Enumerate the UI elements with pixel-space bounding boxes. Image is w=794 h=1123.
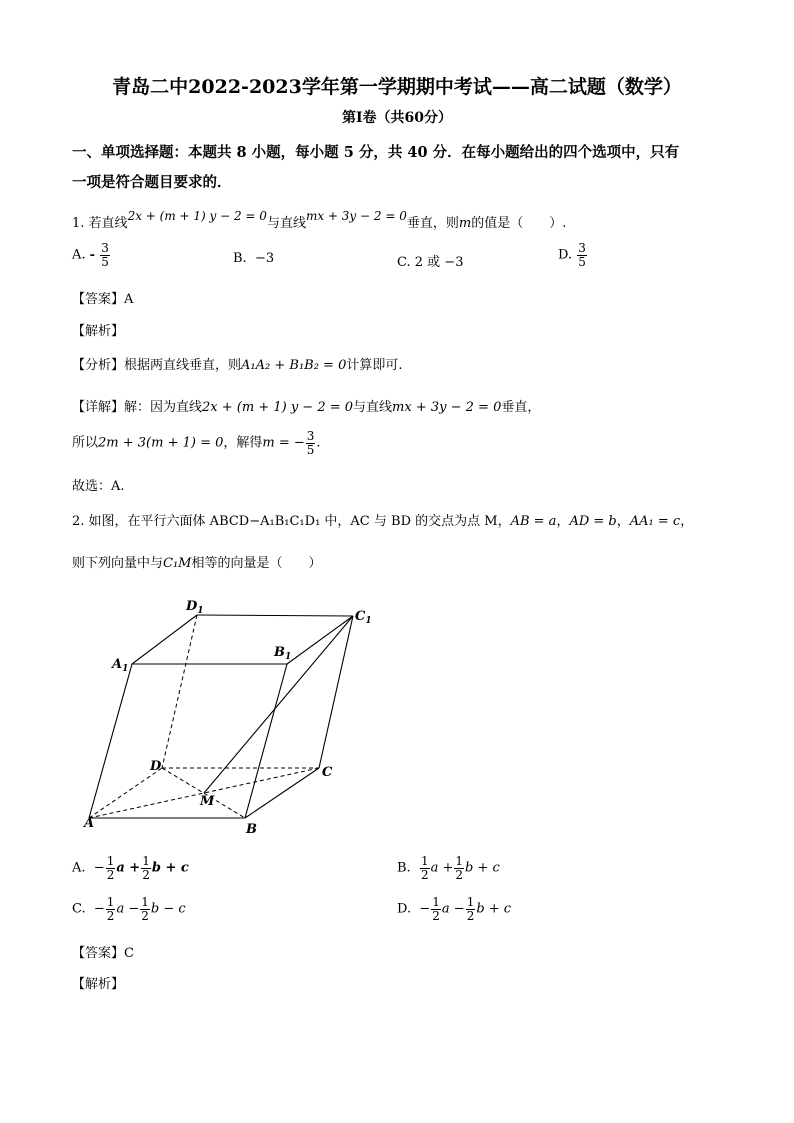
solution-text: 所以 [72,435,99,451]
vector-ad: AD = b [569,514,617,529]
expr: a + [430,860,454,876]
answer-tag: 【答案】 [72,292,125,307]
fraction: $\frac{1}{2}$ [106,895,115,923]
answer-tag: 【答案】 [72,946,125,961]
detail-tag: 【详解】 [72,400,125,415]
answer-value: A [124,292,134,307]
option-label: B. [397,860,411,876]
question-2-stem [72,510,693,529]
period: . [316,435,321,451]
fenxi-tag: 【分析】 [72,358,125,373]
fraction: $\frac{1}{2}$ [432,895,440,923]
solution-line [72,430,321,456]
fraction: $\frac{1}{2}$ [420,854,429,882]
formula-line-1: 2x + (m + 1) y − 2 = 0 [127,209,267,223]
label-a1: $A_1$ [112,657,129,674]
question-text: 垂直，则 [406,216,459,231]
diagonal-d-b [162,768,245,818]
vector-c1m: C₁M [163,556,192,571]
fenxi-text: 计算即可. [346,358,403,373]
detail-text: 与直线 [353,400,393,415]
label-b1: $B_1$ [274,645,292,662]
expr: a − [441,901,465,917]
page-title: 青岛二中2022-2023学年第一学期期中考试——高二试题（数学） [112,76,682,98]
edge-c1-c [319,616,353,768]
edge-a1-a [89,664,132,818]
fraction: $\frac{1}{2}$ [106,854,115,882]
expr: − [93,901,105,917]
option-b[interactable] [233,251,274,266]
question-text: 若直线 [88,216,128,231]
option-c[interactable] [397,251,463,270]
option-d[interactable] [397,896,511,922]
comma: ， [680,514,694,529]
fenxi-text: 根据两直线垂直，则 [124,358,242,373]
analysis-tag: 【解析】 [72,977,125,992]
option-label: A. [72,247,86,263]
question-2-stem-line2 [72,552,322,571]
option-label: C. [72,901,86,917]
option-label: A. [72,860,86,876]
variable-m: m [458,216,472,231]
expr: − [93,860,105,876]
minus-sign: - [89,247,96,263]
question-text: 则下列向量中与 [72,556,164,571]
expr: b + c [465,860,500,876]
option-a[interactable] [72,242,111,268]
option-label: D. [397,901,412,917]
detail-line [72,396,540,415]
detail-formula-1: 2x + (m + 1) y − 2 = 0 [202,400,354,415]
choice-line: 故选：A. [72,479,125,494]
option-a[interactable] [72,855,189,881]
expr: b − c [150,901,186,917]
question-text: 与直线 [266,216,306,231]
fenxi-formula: A₁A₂ + B₁B₂ = 0 [241,358,347,373]
expr: b + c [476,901,512,917]
expr: a + [116,860,141,876]
question-number: 2. [72,514,85,529]
parallelepiped-figure [70,590,390,840]
label-b: B [246,822,257,837]
label-d: D [150,759,162,774]
answer-line [72,288,133,307]
solution-text: ，解得 [223,435,263,451]
fraction: $\frac{3}{5}$ [306,429,315,457]
option-label: B. [233,251,247,266]
question-number: 1. [72,216,85,231]
label-c: C [322,765,333,780]
solution-formula: 2m + 3(m + 1) = 0 [98,435,224,451]
label-m: M [200,794,215,809]
section-heading-line1: 一、单项选择题：本题共 8 小题，每小题 5 分，共 40 分．在每小题给出的四个选项中，只有 [72,144,680,161]
vector-aa1: AA₁ = c [629,514,681,529]
label-a: A [84,816,95,831]
comma: ， [556,514,570,529]
option-value: 2 或 −3 [414,255,464,270]
option-value: −3 [254,251,275,266]
expr: b + c [151,860,189,876]
expr: − [419,901,431,917]
option-label: C. [397,255,411,270]
solution-result: m = − [262,435,305,451]
detail-formula-2: mx + 3y − 2 = 0 [392,400,502,415]
edge-b1-b [245,664,287,818]
answer-line [72,942,134,961]
option-label: D. [558,247,573,263]
option-d[interactable] [558,242,588,268]
formula-line-2: mx + 3y − 2 = 0 [305,209,407,223]
question-text: 相等的向量是（ ） [191,556,322,571]
fraction: $\frac{1}{2}$ [466,895,475,923]
vector-ab: AB = a [510,514,557,529]
fraction: $\frac{3}{5}$ [578,241,586,269]
fraction: $\frac{1}{2}$ [142,854,150,882]
fraction: $\frac{1}{2}$ [141,895,149,923]
answer-value: C [124,946,134,961]
page-subtitle: 第Ⅰ卷（共60分） [341,110,453,126]
analysis-tag: 【解析】 [72,324,125,339]
question-1-stem [72,209,567,231]
question-text: 如图，在平行六面体 ABCD−A₁B₁C₁D₁ 中，AC 与 BD 的交点为点 M， [88,514,511,529]
fraction: $\frac{1}{2}$ [455,854,464,882]
section-heading-line2: 一项是符合题目要求的． [72,174,232,191]
fraction: $\frac{3}{5}$ [101,241,109,269]
edge-c1-b1 [287,616,353,664]
question-text: 的值是（ ）. [471,216,567,231]
fenxi-line [72,354,403,373]
option-b[interactable] [397,855,500,881]
label-c1: $C_1$ [355,609,372,626]
detail-text: 解：因为直线 [124,400,203,415]
expr: a − [116,901,140,917]
edge-d1-c1 [197,615,353,616]
detail-text: 垂直， [501,400,541,415]
comma: ， [616,514,630,529]
option-c[interactable] [72,896,186,922]
label-d1: $D_1$ [186,599,204,616]
